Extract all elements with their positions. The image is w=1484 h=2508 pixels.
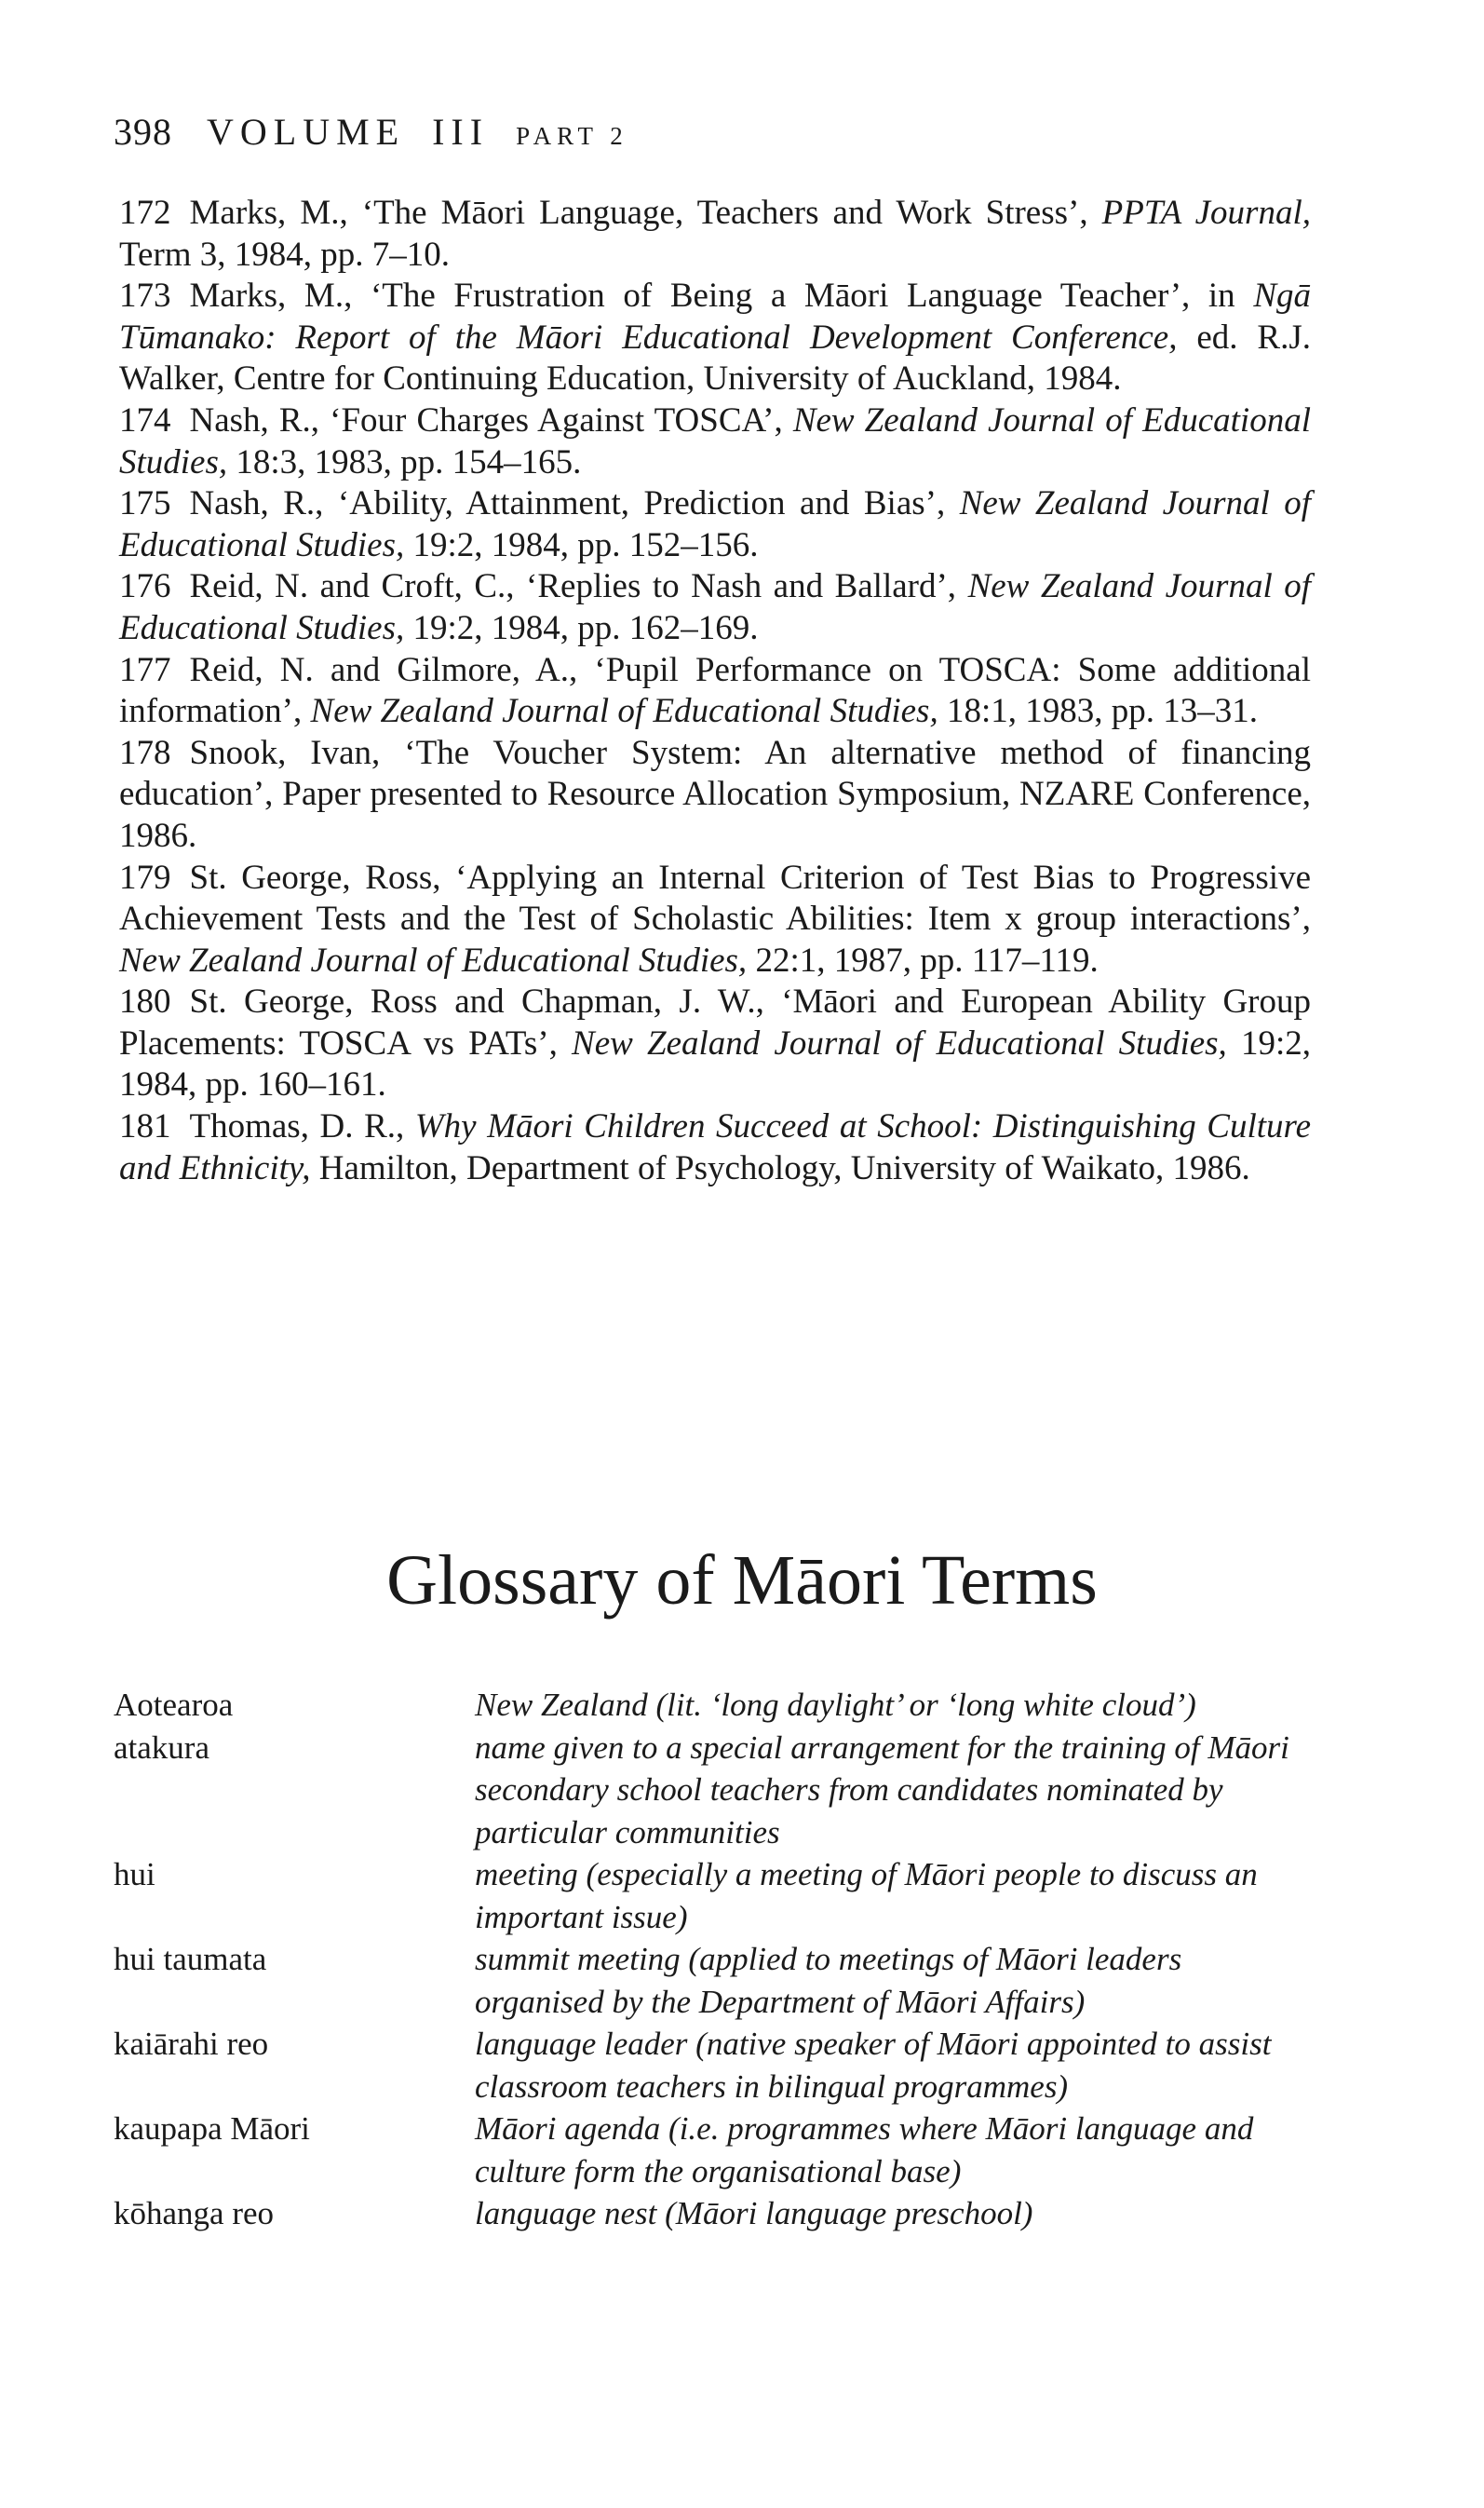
reference-number: 174 [119, 400, 171, 440]
reference-entry [119, 733, 1311, 858]
page-number: 398 [114, 111, 172, 153]
reference-source-title: New Zealand Journal of Educational Studies, [119, 484, 1311, 564]
reference-source-title: Ngā Tūmanako: Report of the Māori Educational Development Conference, [119, 277, 1311, 357]
reference-source-title: New Zealand Journal of Educational Studies, [310, 692, 938, 731]
glossary-term: Aotearoa [114, 1687, 234, 1723]
reference-text: St. George, Ross, ‘Applying an Internal Criterion of Test Bias to Progressive Achievement Tests and the Test of Scholastic Abilities: Item x group interactions’, [119, 858, 1311, 939]
reference-text: 19:2, 1984, pp. 160–161. [119, 1024, 1311, 1105]
reference-list [119, 193, 1311, 1189]
reference-source-title: New Zealand Journal of Educational Studies, [119, 567, 1311, 647]
reference-source-title: New Zealand Journal of Educational Studies, [572, 1024, 1227, 1063]
glossary-definition: language leader (native speaker of Māori appointed to assist classroom teachers in bilingual programmes) [475, 2026, 1272, 2105]
glossary-term: kaupapa Māori [114, 2110, 310, 2147]
reference-entry [119, 858, 1311, 983]
glossary-item [114, 2023, 1324, 2108]
reference-entry [119, 1106, 1311, 1189]
reference-text: 22:1, 1987, pp. 117–119. [747, 941, 1099, 980]
reference-text: Nash, R., ‘Four Charges Against TOSCA’, [189, 400, 793, 440]
reference-entry [119, 193, 1311, 276]
reference-number: 172 [119, 194, 171, 232]
reference-entry [119, 982, 1311, 1106]
glossary-item [114, 2108, 1324, 2192]
reference-number: 179 [119, 858, 171, 897]
reference-source-title: New Zealand Journal of Educational Studies, [119, 941, 748, 980]
glossary-item [114, 2192, 1324, 2235]
reference-text: 19:2, 1984, pp. 152–156. [404, 525, 759, 564]
reference-text: Term 3, 1984, pp. 7–10. [119, 235, 451, 274]
reference-source-title: New Zealand Journal of Educational Studies, [119, 400, 1311, 481]
reference-text: Snook, Ivan, ‘The Voucher System: An alternative method of financing education’, Paper presented to Resource Allocation Symposium, NZARE Conference, 1986. [119, 733, 1311, 855]
glossary-term: kaiārahi reo [114, 2026, 269, 2062]
glossary-definition: language nest (Māori language preschool) [475, 2195, 1033, 2231]
volume-word: VOLUME [207, 111, 406, 153]
volume-number: III [432, 111, 490, 153]
glossary-item [114, 1853, 1324, 1938]
glossary-item [114, 1938, 1324, 2023]
reference-source-title: PPTA Journal, [1101, 194, 1311, 232]
reference-text: Thomas, D. R., [189, 1107, 415, 1146]
reference-text: 18:3, 1983, pp. 154–165. [227, 442, 582, 481]
reference-entry [119, 566, 1311, 649]
glossary-term: atakura [114, 1728, 209, 1766]
glossary-item [114, 1727, 1324, 1854]
reference-text: Reid, N. and Gilmore, A., ‘Pupil Performance on TOSCA: Some additional information’, [119, 650, 1311, 731]
running-header [114, 110, 628, 154]
glossary-title: Glossary of Māori Terms [386, 1541, 1098, 1620]
reference-text: Hamilton, Department of Psychology, University of Waikato, 1986. [310, 1148, 1250, 1187]
reference-number: 176 [119, 567, 171, 606]
reference-number: 181 [119, 1107, 171, 1146]
reference-text: 18:1, 1983, pp. 13–31. [938, 692, 1258, 731]
glossary-definition: New Zealand (lit. ‘long daylight’ or ‘long white cloud’) [475, 1687, 1196, 1723]
reference-source-title: Why Māori Children Succeed at School: Distinguishing Culture and Ethnicity, [119, 1107, 1311, 1187]
reference-number: 173 [119, 277, 171, 316]
glossary-definition: name given to a special arrangement for the training of Māori secondary school teachers from candidates nominated by particular communities [475, 1728, 1289, 1850]
glossary-term: kōhanga reo [114, 2195, 275, 2231]
glossary-term: hui taumata [114, 1941, 267, 1977]
reference-number: 178 [119, 733, 171, 772]
reference-entry [119, 400, 1311, 483]
glossary-term: hui [114, 1856, 155, 1892]
glossary-definition: summit meeting (applied to meetings of Māori leaders organised by the Department of Māori Affairs) [475, 1941, 1182, 2020]
reference-text: Marks, M., ‘The Māori Language, Teachers and Work Stress’, [189, 194, 1102, 232]
reference-text: ed. R.J. Walker, Centre for Continuing Education, University of Auckland, 1984. [119, 318, 1312, 399]
glossary-item [114, 1684, 1324, 1727]
reference-number: 177 [119, 650, 171, 689]
glossary-definition: Māori agenda (i.e. programmes where Māori language and culture form the organisational base) [475, 2110, 1254, 2189]
reference-number: 180 [119, 983, 171, 1022]
reference-text: Marks, M., ‘The Frustration of Being a Māori Language Teacher’, in [189, 277, 1254, 316]
reference-text: St. George, Ross and Chapman, J. W., ‘Māori and European Ability Group Placements: TOSCA vs PATs’, [119, 983, 1311, 1063]
glossary-list [114, 1684, 1324, 2235]
reference-entry [119, 650, 1311, 733]
reference-text: Reid, N. and Croft, C., ‘Replies to Nash and Ballard’, [189, 567, 968, 606]
reference-entry [119, 483, 1311, 566]
reference-text: 19:2, 1984, pp. 162–169. [404, 608, 759, 647]
glossary-definition: meeting (especially a meeting of Māori people to discuss an important issue) [475, 1856, 1258, 1935]
reference-entry [119, 276, 1311, 400]
reference-text: Nash, R., ‘Ability, Attainment, Prediction and Bias’, [189, 484, 960, 523]
reference-number: 175 [119, 484, 171, 523]
part-label: PART 2 [516, 122, 628, 150]
